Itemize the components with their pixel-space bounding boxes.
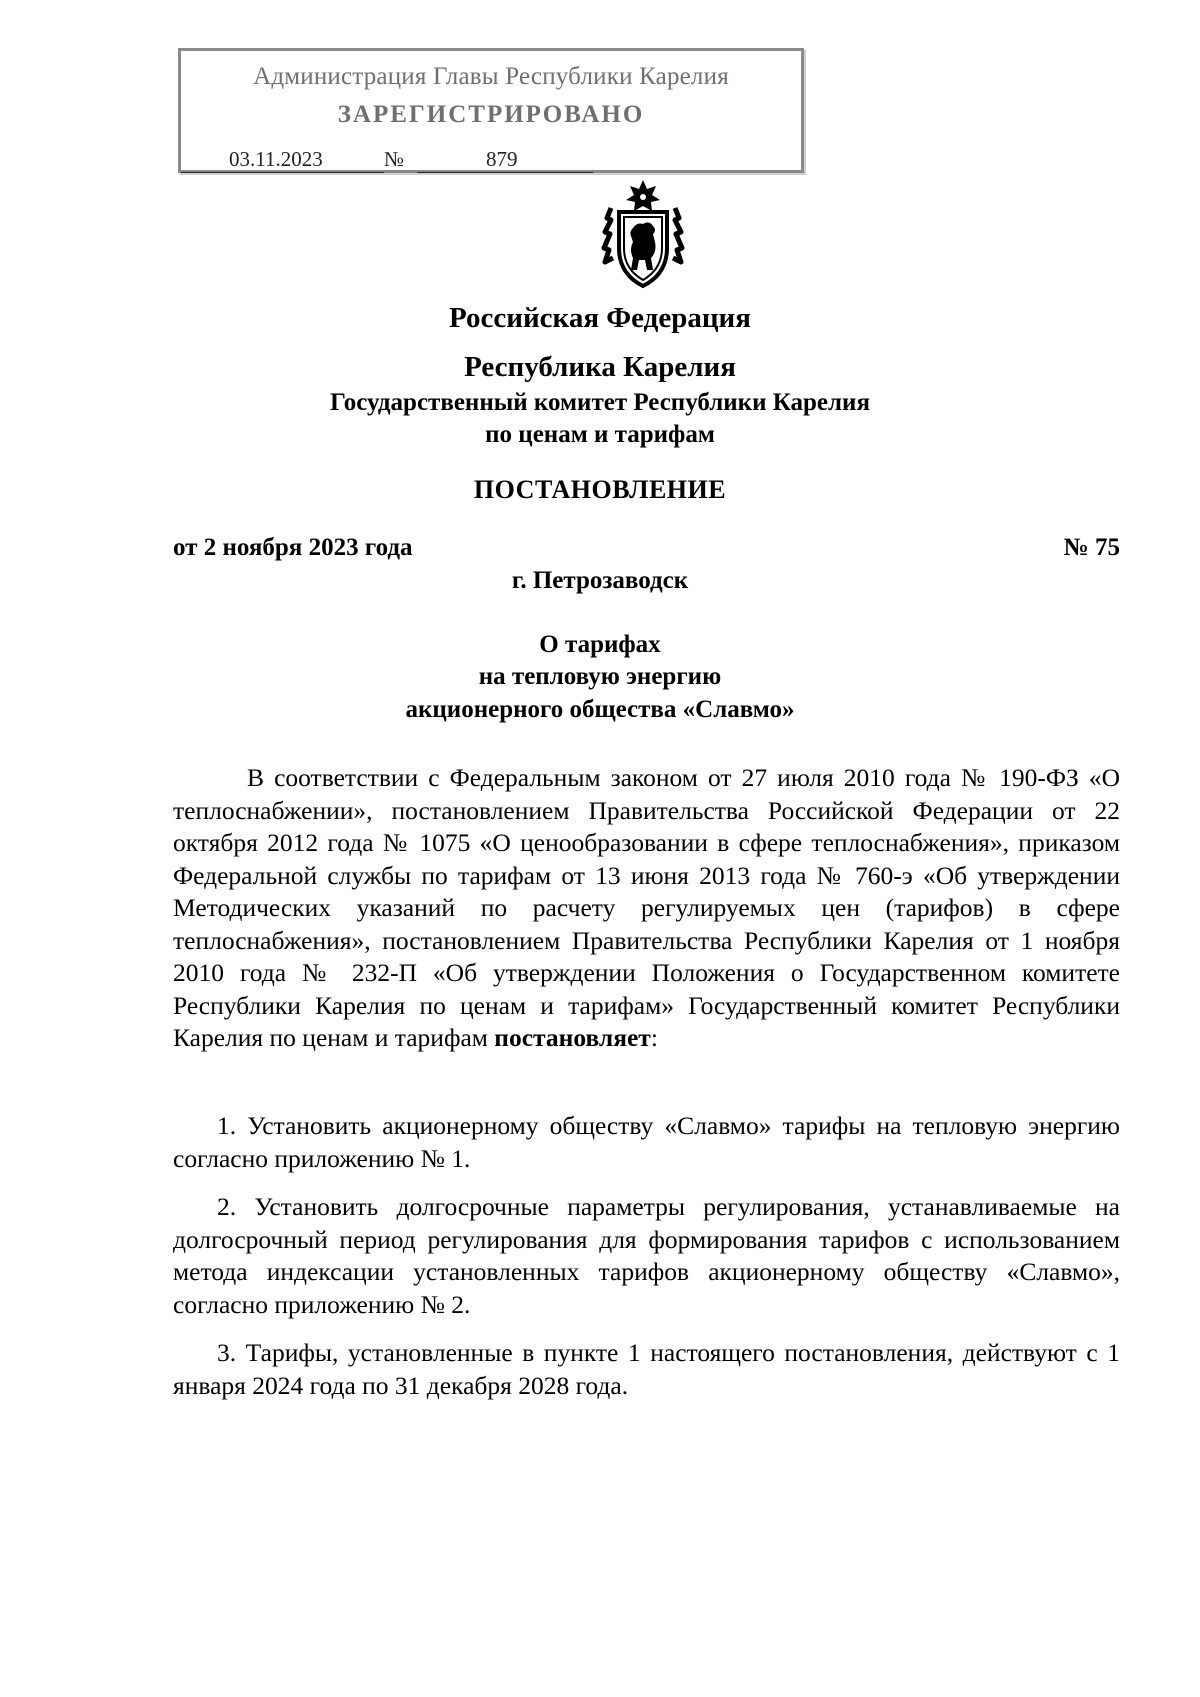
- document-number: № 75: [1063, 534, 1120, 561]
- karelia-coat-of-arms-icon: [597, 178, 689, 290]
- stamp-reg-number: 879: [486, 147, 518, 171]
- stamp-number-underline: [417, 172, 593, 173]
- stamp-organization: Администрация Главы Республики Карелия: [253, 63, 729, 90]
- item-3-paragraph: 3. Тарифы, установленные в пункте 1 настоящего постановления, действуют с 1 января 2024 года по 31 декабря 2028 года.: [173, 1338, 1120, 1400]
- registration-stamp: [178, 48, 804, 173]
- header-republic: Республика Карелия: [464, 351, 736, 383]
- intro-end: :: [650, 1023, 658, 1052]
- stamp-date-underline: [181, 172, 384, 173]
- document-city: г. Петрозаводск: [511, 567, 689, 594]
- header-federation: Российская Федерация: [449, 302, 751, 334]
- stamp-status: ЗАРЕГИСТРИРОВАНО: [337, 101, 645, 128]
- item-1-paragraph: 1. Установить акционерному обществу «Славмо» тарифы на тепловую энергию согласно приложению № 1.: [173, 1111, 1120, 1173]
- header-committee-line2: по ценам и тарифам: [485, 421, 715, 448]
- document-date: от 2 ноября 2023 года: [173, 534, 413, 561]
- title-line3: акционерного общества «Славмо»: [405, 696, 795, 723]
- intro-text: В соответствии с Федеральным законом от 27 июля 2010 года № 190-ФЗ «О теплоснабжении», постановлением Правительства Российской Федерации от 22 октября 2012 года № 1075 «О ценообразовании в сфере теплоснабжения», приказом Федеральной службы по тарифам от 13 июня 2013 года № 760-э «Об утверждении Методических указаний по расчету регулируемых цен (тарифов) в сфере теплоснабжения», постановлением Правительства Республики Карелия от 1 ноября 2010 года № 232-П «Об утверждении Положения о Государственном комитете Республики Карелия по ценам и тарифам» Государственный комитет Республики Карелия по ценам и тарифам: [173, 763, 1120, 1052]
- intro-paragraph: [173, 762, 1120, 1055]
- item-2-paragraph: 2. Установить долгосрочные параметры регулирования, устанавливаемые на долгосрочный период регулирования для формирования тарифов с использованием метода индексации установленных тарифов акционерному обществу «Славмо», согласно приложению № 2.: [173, 1192, 1120, 1319]
- stamp-number-sign: №: [384, 147, 405, 171]
- intro-bold-verb: постановляет: [494, 1023, 651, 1052]
- title-line2: на тепловую энергию: [478, 663, 722, 690]
- document-type: ПОСТАНОВЛЕНИЕ: [473, 475, 727, 504]
- header-committee-line1: Государственный комитет Республики Карелия: [330, 389, 870, 416]
- stamp-reg-date: 03.11.2023: [229, 147, 323, 171]
- title-line1: О тарифах: [539, 631, 661, 658]
- stamp-registration-line: [181, 145, 601, 175]
